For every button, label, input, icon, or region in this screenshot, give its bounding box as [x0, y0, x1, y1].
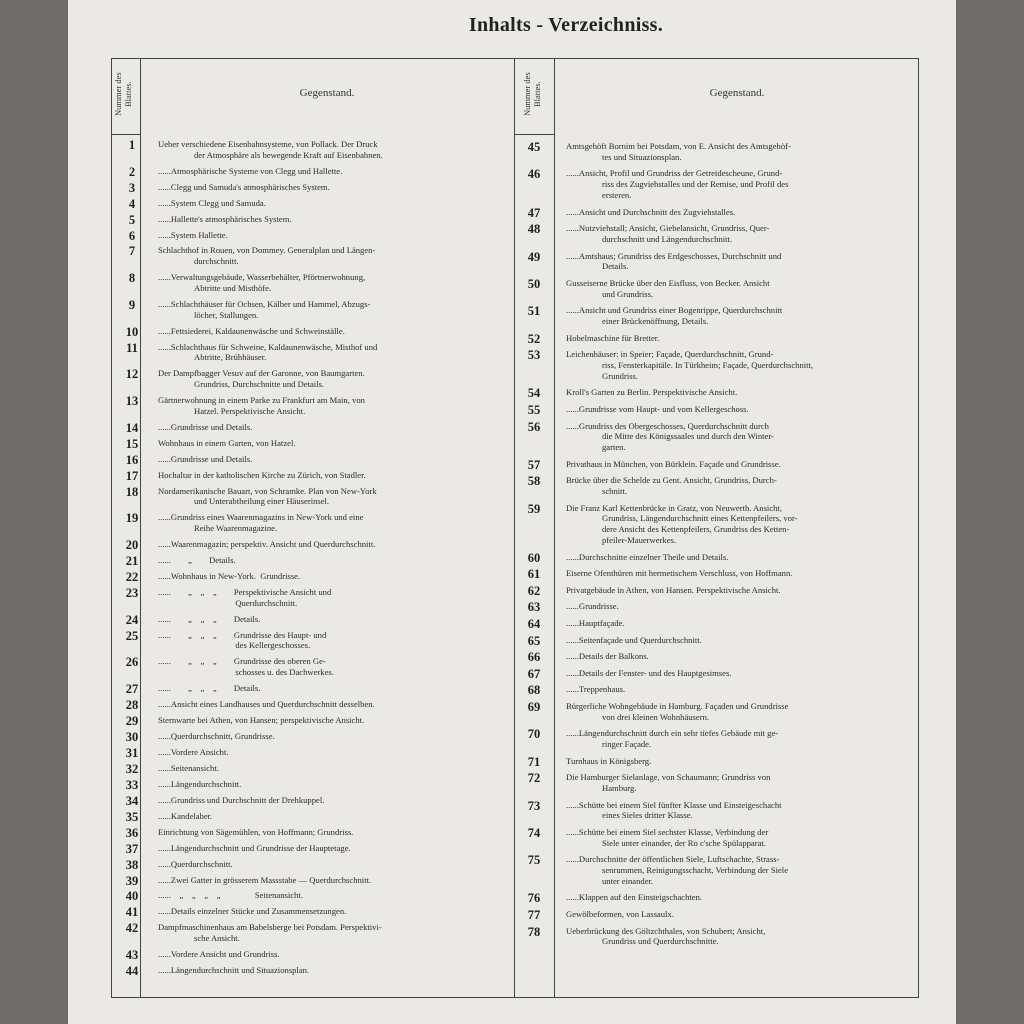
- entry-text-line: ......Grundriss des Obergeschosses, Querdurchschnitt durch: [566, 420, 769, 431]
- sheet-number: 34: [125, 793, 139, 808]
- entry-text-line: Nordamerikanische Bauart, von Schramke. Plan von New-York: [158, 485, 377, 496]
- sheet-number: 37: [125, 841, 139, 856]
- entry-text-line: schnitt.: [602, 486, 628, 497]
- entry-text-line: Die Franz Karl Kettenbrücke in Gratz, von Neuwerth. Ansicht,: [566, 502, 782, 513]
- sheet-number: 70: [527, 727, 541, 742]
- sheet-number: 20: [125, 538, 139, 553]
- entry-text-line: ......Schütte bei einem Siel fünfter Klasse und Einsteigeschacht: [566, 799, 782, 810]
- sheet-number: 50: [527, 276, 541, 291]
- entry-text-line: Privathaus in München, von Bürklein. Façade und Grundrisse.: [566, 458, 781, 469]
- entry-text-line: ......Durchschnitte einzelner Theile und Details.: [566, 551, 729, 562]
- entry-text-line: ......Hallette's atmosphärisches System.: [158, 213, 292, 224]
- sheet-number: 68: [527, 683, 541, 698]
- sheet-number: 73: [527, 798, 541, 813]
- entry-text-line: Ueber verschiedene Eisenbahnsysteme, von Pollack. Der Druck: [158, 139, 378, 149]
- entry-text-line: Sternwarte bei Athen, von Hansen; perspektivische Ansicht.: [158, 715, 365, 726]
- entry-text-line: ......Vordere Ansicht und Grundriss.: [158, 949, 280, 960]
- entry-text-line: ......Ansicht und Durchschnitt des Zugviehstalles.: [566, 206, 736, 217]
- sheet-number: 1: [128, 138, 136, 152]
- sheet-number: 42: [125, 921, 139, 936]
- entry-text-line: Gusseiserne Brücke über den Eisfluss, von Becker. Ansicht: [566, 277, 770, 288]
- entry-text-line: Details.: [602, 261, 629, 272]
- sheet-number: 4: [128, 196, 136, 211]
- sheet-number: 61: [527, 567, 541, 582]
- entry-text-line: ......Grundrisse und Details.: [158, 421, 253, 432]
- entry-text-line: Turnhaus in Königsberg.: [566, 755, 652, 766]
- sheet-number: 30: [125, 730, 139, 745]
- entry-text-line: ......Längendurchschnitt und Situazionsplan.: [158, 965, 310, 976]
- entry-text-line: ......Längendurchschnitt durch ein sehr tiefes Gebäude mit ge-: [566, 728, 779, 739]
- number-column-header-left: Nummer des Blattes.: [113, 72, 133, 116]
- entry-text-line: ......Clegg und Samuda's atmosphärisches System.: [158, 181, 330, 192]
- entry-text-line: Amtsgehöft Bornim bei Potsdam, von E. Ansicht des Amtsgehöf-: [566, 141, 791, 151]
- sheet-number: 65: [527, 633, 541, 648]
- entry-text-line: ......Kandelaber.: [158, 810, 213, 821]
- entry-text-line: ......System Clegg und Samuda.: [158, 197, 266, 208]
- header-rule: [514, 134, 554, 135]
- sheet-number: 27: [125, 682, 139, 697]
- entry-text-line: ......Grundrisse vom Haupt- und vom Kellergeschoss.: [566, 403, 749, 414]
- entry-text-line: ......Schütte bei einem Siel sechster Klasse, Verbindung der: [566, 826, 769, 837]
- entry-text-line: ......Schlachthäuser für Ochsen, Kälber und Hammel, Abzugs-: [158, 298, 371, 309]
- sheet-number: 7: [128, 244, 136, 259]
- entry-text-line: ......Schlachthaus für Schweine, Kaldaunenwäsche, Misthof und: [158, 341, 378, 352]
- sheet-number: 52: [527, 331, 541, 346]
- entry-text-line: Querdurchschnitt.: [158, 597, 298, 608]
- sheet-number: 45: [527, 140, 541, 154]
- column-divider: [554, 59, 555, 997]
- entry-text-line: ......Wohnhaus in New-York. Grundrisse.: [158, 571, 301, 582]
- sheet-number: 76: [527, 891, 541, 906]
- sheet-number: 8: [128, 271, 136, 286]
- entry-text-line: senrummen, Reinigungsschacht, Verbindung der Siele: [602, 865, 789, 876]
- entry-text-line: des Kellergeschosses.: [158, 640, 311, 651]
- sheet-number: 39: [125, 873, 139, 888]
- sheet-number: 48: [527, 222, 541, 237]
- sheet-number: 74: [527, 825, 541, 840]
- entry-text-line: ......Fettsiederei, Kaldaunenwäsche und Schweinställe.: [158, 325, 345, 336]
- sheet-number: 19: [125, 511, 139, 526]
- entry-text-line: Hamburg.: [602, 782, 637, 793]
- sheet-number: 54: [527, 386, 541, 401]
- entry-text-line: dere Ansicht des Kettenpfeilers, Grundriss des Ketten-: [602, 524, 790, 535]
- sheet-number: 15: [125, 436, 139, 451]
- entry-text-line: Der Dampfbagger Vesuv auf der Garonne, von Baumgarten.: [158, 368, 365, 379]
- entry-text-line: ......Hauptfaçade.: [566, 617, 625, 628]
- entry-text-line: ......Querdurchschnitt, Grundrisse.: [158, 731, 275, 742]
- entry-text-line: ......Details einzelner Stücke und Zusammensetzungen.: [158, 906, 347, 917]
- entry-text-line: ......Grundrisse und Details.: [158, 453, 253, 464]
- sheet-number: 21: [125, 554, 139, 569]
- sheet-number: 56: [527, 419, 541, 434]
- entry-text-line: sche Ansicht.: [194, 933, 240, 944]
- sheet-number: 47: [527, 205, 541, 220]
- entry-text-line: ......Amtshaus; Grundriss des Erdgeschosses, Durchschnitt und: [566, 250, 782, 261]
- sheet-number: 23: [125, 586, 139, 600]
- entry-text-line: durchschnitt und Längendurchschnitt.: [602, 233, 733, 244]
- entry-text-line: pfeiler-Mauerwerkes.: [602, 535, 677, 546]
- entry-text-line: ringer Façade.: [602, 739, 652, 749]
- entry-text-line: ...... „ Details.: [158, 555, 236, 566]
- sheet-number: 51: [527, 304, 541, 319]
- entry-text-line: ......Vordere Ansicht.: [158, 746, 229, 757]
- entry-text-line: ......Waarenmagazin; perspektiv. Ansicht und Querdurchschnitt.: [158, 539, 376, 550]
- entry-text-line: Grundriss, Längendurchschnitt eines Kettenpfeilers, vor-: [602, 513, 798, 524]
- entry-text-line: eines Sieles dritter Klasse.: [602, 810, 693, 821]
- entry-text-line: Schlachthof in Rouen, von Dommey. Generalplan und Längen-: [158, 245, 376, 256]
- entry-text-line: ......Durchschnitte der öffentlichen Siele, Luftschachte, Strass-: [566, 854, 780, 865]
- sheet-number: 57: [527, 457, 541, 472]
- entry-text-line: ......System Hallette.: [158, 229, 228, 240]
- header-rule: [112, 134, 140, 135]
- sheet-number: 6: [128, 228, 136, 243]
- entry-text-line: ......Seitenfaçade und Querdurchschnitt.: [566, 634, 702, 645]
- subject-column-header-left: Gegenstand.: [299, 87, 355, 99]
- entry-text-line: Privatgebäude in Athen, von Hansen. Perspektivische Ansicht.: [566, 584, 781, 595]
- entry-text-line: ......Details der Balkons.: [566, 651, 649, 662]
- entry-text-line: die Mitte des Königssaales und durch den Winter-: [602, 431, 774, 442]
- page-title: Inhalts - Verzeichniss.: [468, 14, 664, 36]
- subject-column-header-right: Gegenstand.: [709, 87, 765, 99]
- sheet-number: 75: [527, 853, 541, 868]
- sheet-number: 2: [128, 164, 136, 179]
- entry-text-line: Siele unter einander, der Ro c'sche Spülapparat.: [602, 837, 766, 848]
- sheet-number: 13: [125, 394, 139, 409]
- entry-text-line: riss des Zugviehstalles und der Remise, und Profil des: [602, 179, 789, 190]
- entry-text-line: ......Ansicht eines Landhauses und Querdurchschnitt desselben.: [158, 699, 375, 710]
- sheet-number: 35: [125, 809, 139, 824]
- entry-text-line: ......Grundriss eines Waarenmagazins in New-York und eine: [158, 512, 364, 523]
- entry-text-line: ...... „ „ „ Perspektivische Ansicht und: [158, 587, 332, 597]
- entry-text-line: Leichenhäuser: in Speier; Façade, Querdurchschnitt, Grund-: [566, 349, 774, 360]
- sheet-number: 24: [125, 612, 139, 627]
- entry-text-line: Wohnhaus in einem Garten, von Hatzel.: [158, 437, 296, 448]
- sheet-number: 55: [527, 402, 541, 417]
- number-column-header-right: Nummer des Blattes.: [522, 72, 542, 116]
- contents-table: [111, 58, 919, 998]
- entry-text-line: Abtritte und Misthöfe.: [194, 283, 272, 294]
- entry-text-line: Hochaltar in der katholischen Kirche zu Zürich, von Stadler.: [158, 469, 366, 480]
- sheet-number: 16: [125, 452, 139, 467]
- entry-text-line: einer Brückenöffnung, Details.: [602, 316, 709, 327]
- sheet-number: 3: [128, 180, 136, 195]
- entry-text-line: und Unterabtheilung einer Häuserinsel.: [194, 496, 330, 507]
- entry-text-line: ersteren.: [602, 189, 632, 200]
- entry-text-line: Ueberbrückung des Göltzchthales, von Schubert; Ansicht,: [566, 925, 766, 936]
- entry-text-line: ......Längendurchschnitt und Grundrisse der Hauptetage.: [158, 842, 351, 853]
- sheet-number: 18: [125, 484, 139, 499]
- sheet-number: 46: [527, 167, 541, 182]
- entry-text-line: ......Ansicht und Grundriss einer Bogenrippe, Querdurchschnitt: [566, 305, 783, 316]
- sheet-number: 59: [527, 501, 541, 516]
- entry-text-line: Grundriss und Querdurchschnitte.: [602, 936, 719, 947]
- sheet-number: 17: [125, 468, 139, 483]
- entry-text-line: ......Details der Fenster- und des Hauptgesimses.: [566, 667, 732, 678]
- sheet-number: 77: [527, 908, 541, 923]
- sheet-number: 26: [125, 655, 139, 670]
- sheet-number: 58: [527, 474, 541, 489]
- entry-text-line: Gewölbeformen, von Lassaulx.: [566, 909, 674, 920]
- entry-text-line: schosses u. des Dachwerkes.: [158, 667, 334, 678]
- entry-text-line: ......Ansicht, Profil und Grundriss der Getreidescheune, Grund-: [566, 168, 783, 179]
- entry-text-line: ......Längendurchschnitt.: [158, 778, 242, 789]
- entry-text-line: garten.: [602, 442, 626, 453]
- sheet-number: 9: [128, 297, 136, 312]
- entry-text-line: Brücke über die Schelde zu Gent. Ansicht, Grundriss, Durch-: [566, 475, 777, 486]
- entry-text-line: ......Grundriss und Durchschnitt der Drehkuppel.: [158, 794, 325, 805]
- sheet-number: 71: [527, 754, 541, 769]
- sheet-number: 10: [125, 324, 139, 339]
- entry-text-line: ...... „ „ „ Details.: [158, 613, 261, 624]
- sheet-number: 12: [125, 367, 139, 382]
- sheet-number: 14: [125, 420, 139, 435]
- entry-text-line: ......Atmosphärische Systeme von Clegg und Hallette.: [158, 165, 343, 176]
- sheet-number: 72: [527, 771, 541, 786]
- sheet-number: 22: [125, 570, 139, 585]
- entry-text-line: unter einander.: [602, 875, 654, 886]
- entry-text-line: löcher, Stallungen.: [194, 309, 259, 320]
- entry-text-line: ...... „ „ „ Grundrisse des oberen Ge-: [158, 656, 326, 667]
- sheet-number: 63: [527, 600, 541, 615]
- entry-text-line: ...... „ „ „ Details.: [158, 683, 261, 694]
- sheet-number: 11: [126, 340, 138, 355]
- entry-text-line: Abtritte, Brühhäuser.: [194, 352, 267, 363]
- entry-text-line: ......Nutzviehstall; Ansicht, Giebelansicht, Grundriss, Quer-: [566, 223, 770, 234]
- entry-text-line: Gärtnerwohnung in einem Parke zu Frankfurt am Main, von: [158, 395, 365, 406]
- entry-text-line: Hatzel. Perspektivische Ansicht.: [194, 405, 306, 416]
- entry-text-line: tes und Situazionsplan.: [602, 151, 682, 162]
- sheet-number: 43: [125, 948, 139, 963]
- entry-text-line: Eiserne Ofenthüren mit hermetischem Verschluss, von Hoffmann.: [566, 568, 793, 579]
- entry-text-line: von drei kleinen Wohnhäusern.: [602, 711, 710, 722]
- entry-text-line: ......Verwaltungsgebäude, Wasserbehälter, Pförtnerwohnung,: [158, 272, 366, 283]
- sheet-number: 40: [125, 889, 139, 904]
- sheet-number: 78: [527, 924, 541, 939]
- entry-text-line: ......Treppenhaus.: [566, 684, 626, 695]
- entry-text-line: Hobelmaschine für Bretter.: [566, 332, 660, 343]
- entry-text-line: Einrichtung von Sägemühlen, von Hoffmann; Grundriss.: [158, 826, 354, 837]
- entry-text-line: der Atmosphäre als bewegende Kraft auf Eisenbahnen.: [194, 149, 383, 160]
- entry-text-line: ......Grundrisse.: [566, 601, 619, 612]
- sheet-number: 53: [527, 348, 541, 363]
- sheet-number: 64: [527, 616, 541, 631]
- entry-text-line: Kroll's Garten zu Berlin. Perspektivische Ansicht.: [566, 387, 738, 398]
- entry-text-line: durchschnitt.: [194, 256, 239, 267]
- sheet-number: 44: [125, 964, 139, 979]
- entry-text-line: Die Hamburger Sielanlage, von Schaumann; Grundriss von: [566, 772, 771, 783]
- entry-text-line: und Grundriss.: [602, 288, 654, 299]
- entry-text-line: Grundriss.: [602, 370, 639, 381]
- entry-text-line: Bürgerliche Wohngebäude in Hamburg. Façaden und Grundrisse: [566, 700, 789, 711]
- entry-text-line: ......Zwei Gatter in grösserem Massstabe — Querdurchschnitt.: [158, 874, 372, 885]
- sheet-number: 67: [527, 666, 541, 681]
- entry-text-line: Reihe Waarenmagazine.: [194, 523, 278, 534]
- sheet-number: 5: [128, 212, 136, 227]
- sheet-number: 38: [125, 857, 139, 872]
- sheet-number: 33: [125, 777, 139, 792]
- entry-text-line: ......Querdurchschnitt.: [158, 858, 233, 869]
- sheet-number: 60: [527, 550, 541, 565]
- entry-text-line: ......Seitenansicht.: [158, 762, 219, 773]
- sheet-number: 32: [125, 761, 139, 776]
- entry-text-line: ...... „ „ „ „ Seitenansicht.: [158, 890, 303, 901]
- sheet-number: 49: [527, 249, 541, 264]
- sheet-number: 66: [527, 650, 541, 665]
- entry-text-line: ...... „ „ „ Grundrisse des Haupt- und: [158, 629, 327, 640]
- entry-text-line: Dampfmaschinenhaus am Babelsberge bei Potsdam. Perspektivi-: [158, 922, 382, 933]
- entry-text-line: riss, Fensterkapitäle. In Türkheim; Façade, Querdurchschnitt,: [602, 360, 814, 370]
- sheet-number: 28: [125, 698, 139, 713]
- entry-text-line: Grundriss, Durchschnitte und Details.: [194, 379, 325, 390]
- entry-text-line: ......Klappen auf den Einsteigschachten.: [566, 892, 703, 903]
- sheet-number: 41: [125, 905, 139, 920]
- sheet-number: 69: [527, 699, 541, 714]
- sheet-number: 36: [125, 825, 139, 840]
- sheet-number: 25: [125, 628, 139, 643]
- sheet-number: 62: [527, 583, 541, 598]
- sheet-number: 29: [125, 714, 139, 729]
- sheet-number: 31: [125, 745, 139, 760]
